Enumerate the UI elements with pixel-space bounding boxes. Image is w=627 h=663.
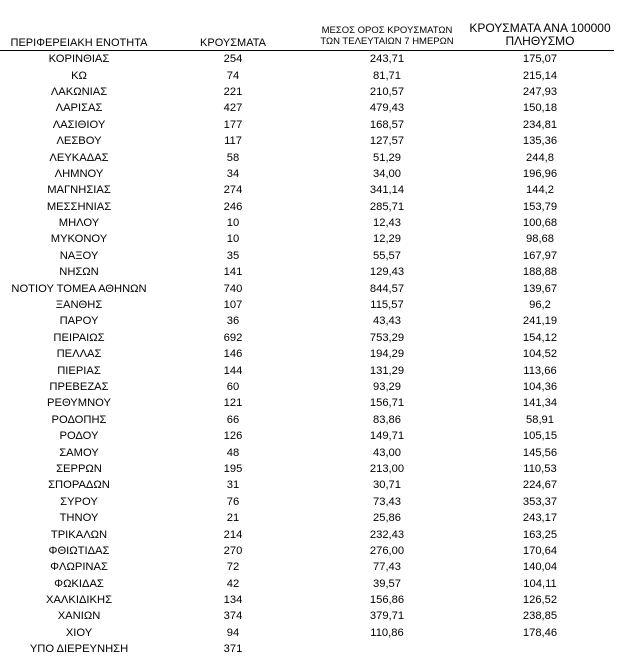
cell-region: ΡΟΔΟΥ	[59, 430, 99, 443]
cell-cases: 76	[226, 495, 240, 508]
cell-region: ΜΕΣΣΗΝΙΑΣ	[46, 200, 112, 213]
cell-cases: 58	[226, 151, 240, 164]
table-row	[0, 330, 614, 346]
cell-region: ΠΕΛΛΑΣ	[56, 348, 102, 361]
table-row	[0, 362, 614, 378]
cell-cases: 177	[223, 118, 243, 131]
cell-per100k: 100,68	[522, 217, 558, 230]
cell-avg7: 285,71	[369, 200, 405, 213]
cell-region: ΣΥΡΟΥ	[60, 495, 98, 508]
cell-avg7: 115,57	[370, 299, 404, 312]
cell-cases: 141	[223, 266, 243, 279]
cell-per100k: 170,64	[522, 544, 558, 557]
cell-per100k: 188,88	[522, 266, 558, 279]
cell-cases: 35	[226, 249, 240, 262]
cell-avg7: 844,57	[369, 282, 405, 295]
cell-region: ΦΘΙΩΤΙΔΑΣ	[48, 544, 110, 557]
table-row	[0, 526, 614, 542]
table-row	[0, 182, 614, 198]
cell-avg7: 341,14	[369, 184, 405, 197]
cell-per100k: 234,81	[522, 118, 558, 131]
cell-cases: 74	[226, 69, 240, 82]
cell-avg7: 43,43	[373, 315, 401, 328]
cell-cases: 66	[226, 413, 240, 426]
header-cases: ΚΡΟΥΣΜΑΤΑ	[200, 37, 266, 49]
cell-avg7: 30,71	[373, 479, 401, 492]
table-row	[0, 494, 614, 510]
table-row	[0, 641, 614, 657]
cell-avg7: 110,86	[370, 626, 404, 639]
cell-per100k	[466, 641, 614, 657]
cell-region: ΧΑΝΙΩΝ	[57, 610, 101, 623]
cell-avg7: 276,00	[369, 544, 405, 557]
table-row	[0, 231, 614, 247]
cell-per100k: 104,52	[522, 348, 558, 361]
cell-per100k: 135,36	[522, 135, 558, 148]
cell-region: ΛΑΣΙΘΙΟΥ	[52, 118, 106, 131]
cell-avg7: 39,57	[373, 577, 401, 590]
cell-region: ΛΑΡΙΣΑΣ	[55, 102, 103, 115]
cell-region: ΠΡΕΒΕΖΑΣ	[49, 381, 109, 393]
cell-region: ΝΗΣΩΝ	[59, 266, 99, 279]
cell-cases: 60	[226, 381, 240, 393]
cell-per100k: 243,17	[522, 512, 558, 525]
header-avg7-line1: ΜΕΣΟΣ ΟΡΟΣ ΚΡΟΥΣΜΑΤΩΝ	[321, 25, 453, 36]
cell-avg7: 51,29	[373, 151, 401, 164]
cell-avg7: 127,57	[369, 135, 405, 148]
cell-per100k: 140,04	[522, 561, 558, 574]
table-row	[0, 510, 614, 526]
cell-per100k: 238,85	[522, 610, 558, 623]
cell-cases: 121	[223, 397, 243, 410]
cell-per100k: 144,2	[526, 184, 554, 197]
cell-avg7: 83,86	[373, 413, 401, 426]
cell-cases: 254	[158, 51, 308, 68]
cell-cases: 195	[223, 462, 243, 475]
cell-cases: 246	[223, 200, 243, 213]
cell-cases: 126	[223, 430, 243, 443]
cell-per100k: 154,12	[522, 331, 558, 344]
table-row	[0, 444, 614, 460]
cell-avg7: 243,71	[308, 51, 466, 68]
cell-region: ΠΕΙΡΑΙΩΣ	[53, 331, 105, 344]
cell-cases: 10	[226, 233, 240, 246]
cell-cases: 72	[226, 561, 240, 574]
cell-cases: 94	[226, 626, 240, 639]
cell-avg7: 131,29	[369, 364, 405, 377]
cell-per100k: 163,25	[522, 528, 558, 541]
table-row	[0, 477, 614, 493]
cell-region: ΛΗΜΝΟΥ	[54, 167, 104, 180]
cell-cases: 740	[223, 282, 243, 295]
cell-avg7: 213,00	[369, 462, 405, 475]
cell-avg7: 12,43	[373, 217, 401, 230]
cell-cases: 31	[226, 479, 240, 492]
header-avg7	[308, 25, 466, 47]
cell-avg7: 34,00	[373, 167, 401, 180]
table-row	[0, 559, 614, 575]
cell-region: ΦΩΚΙΔΑΣ	[54, 577, 104, 590]
header-per100k-line1: ΚΡΟΥΣΜΑΤΑ ΑΝΑ 100000	[469, 21, 611, 35]
cell-avg7: 156,71	[369, 397, 405, 410]
header-region: ΠΕΡΙΦΕΡΕΙΑΚΗ ΕΝΟΤΗΤΑ	[10, 37, 148, 49]
cell-region: ΛΕΣΒΟΥ	[56, 135, 102, 148]
cell-region: ΜΥΚΟΝΟΥ	[50, 233, 108, 246]
cell-per100k: 96,2	[529, 299, 551, 312]
table-row	[0, 117, 614, 133]
cell-avg7: 753,29	[369, 331, 405, 344]
cell-cases: 374	[223, 610, 243, 623]
table-row	[0, 625, 614, 641]
cell-region: ΣΕΡΡΩΝ	[56, 462, 102, 475]
cell-per100k: 110,53	[523, 462, 557, 475]
cell-per100k: 139,67	[522, 282, 558, 295]
cell-per100k: 175,07	[466, 51, 614, 68]
cell-region: ΝΟΤΙΟΥ ΤΟΜΕΑ ΑΘΗΝΩΝ	[11, 282, 147, 295]
table-row	[0, 100, 614, 116]
table-row	[0, 199, 614, 215]
cell-region: ΝΑΞΟΥ	[59, 249, 99, 262]
table-row	[0, 51, 614, 68]
table-row	[0, 395, 614, 411]
cell-region: ΦΛΩΡΙΝΑΣ	[50, 561, 108, 574]
cell-region: ΜΑΓΝΗΣΙΑΣ	[47, 184, 111, 197]
cell-region: ΞΑΝΘΗΣ	[55, 299, 103, 312]
cell-cases: 214	[223, 528, 243, 541]
cell-region: ΚΩ	[71, 69, 87, 82]
table-row	[0, 428, 614, 444]
cell-region: ΚΟΡΙΝΘΙΑΣ	[0, 51, 158, 68]
table-row	[0, 608, 614, 624]
cell-cases: 427	[223, 102, 243, 115]
table-row	[0, 133, 614, 149]
cell-per100k: 104,36	[522, 381, 558, 393]
cell-cases: 107	[223, 299, 243, 312]
cell-avg7: 379,71	[369, 610, 405, 623]
table-row	[0, 412, 614, 428]
cell-region: ΧΙΟΥ	[65, 626, 93, 639]
cell-per100k: 150,18	[522, 102, 558, 115]
cell-cases: 36	[226, 315, 240, 328]
cell-avg7	[308, 641, 466, 657]
cell-per100k: 167,97	[522, 249, 558, 262]
cell-region: ΣΑΜΟΥ	[59, 446, 99, 459]
cell-avg7: 77,43	[373, 561, 401, 574]
table-row	[0, 379, 614, 395]
cell-region: ΛΑΚΩΝΙΑΣ	[50, 85, 108, 98]
cell-cases: 221	[223, 85, 243, 98]
cell-per100k: 196,96	[522, 167, 558, 180]
cell-region: ΣΠΟΡΑΔΩΝ	[48, 479, 110, 492]
cell-avg7: 210,57	[369, 85, 405, 98]
table-row	[0, 248, 614, 264]
cell-region: ΧΑΛΚΙΔΙΚΗΣ	[45, 594, 112, 607]
cell-cases: 134	[223, 594, 243, 607]
cell-avg7: 12,29	[373, 233, 401, 246]
cell-avg7: 149,71	[369, 430, 405, 443]
header-per100k	[466, 22, 614, 48]
cell-cases: 270	[223, 544, 243, 557]
table-row	[0, 461, 614, 477]
cell-region: ΤΡΙΚΑΛΩΝ	[50, 528, 108, 541]
cell-cases: 48	[226, 446, 240, 459]
cell-per100k: 98,68	[526, 233, 554, 246]
cell-per100k: 104,11	[523, 577, 557, 590]
cell-per100k: 241,19	[522, 315, 558, 328]
cell-cases: 34	[226, 167, 240, 180]
cell-per100k: 145,56	[522, 446, 558, 459]
cell-avg7: 25,86	[373, 512, 401, 525]
cell-region: ΡΟΔΟΠΗΣ	[51, 413, 107, 426]
header-per100k-line2: ΠΛΗΘΥΣΜΟ	[505, 34, 575, 48]
cell-region: ΠΙΕΡΙΑΣ	[57, 364, 101, 377]
cell-avg7: 43,00	[373, 446, 401, 459]
cell-cases: 692	[223, 331, 243, 344]
header-avg7-line2: ΤΩΝ ΤΕΛΕΥΤΑΙΩΝ 7 ΗΜΕΡΩΝ	[320, 36, 454, 47]
table-row	[0, 67, 614, 83]
cell-per100k: 153,79	[522, 200, 558, 213]
cell-per100k: 141,34	[522, 397, 558, 410]
cell-per100k: 113,66	[523, 364, 557, 377]
cases-table-body	[0, 51, 614, 658]
cell-cases: 144	[223, 364, 243, 377]
cell-avg7: 232,43	[369, 528, 405, 541]
cell-cases: 10	[226, 217, 240, 230]
cell-per100k: 58,91	[526, 413, 554, 426]
cell-avg7: 93,29	[373, 381, 401, 393]
table-row	[0, 149, 614, 165]
cell-cases: 21	[226, 512, 240, 525]
cell-per100k: 105,15	[522, 430, 558, 443]
table-row	[0, 264, 614, 280]
table-row	[0, 280, 614, 296]
table-row	[0, 166, 614, 182]
cell-region: ΡΕΘΥΜΝΟΥ	[47, 397, 111, 410]
cell-region: ΛΕΥΚΑΔΑΣ	[49, 151, 109, 164]
cell-cases: 274	[223, 184, 243, 197]
cell-region: ΜΗΛΟΥ	[58, 217, 100, 230]
cell-per100k: 178,46	[522, 626, 558, 639]
cell-region: ΤΗΝΟΥ	[59, 512, 99, 525]
cell-avg7: 479,43	[369, 102, 405, 115]
cases-table	[0, 50, 614, 657]
cell-avg7: 55,57	[373, 249, 401, 262]
cell-avg7: 81,71	[373, 69, 401, 82]
cell-cases: 42	[226, 577, 240, 590]
cell-avg7: 156,86	[369, 594, 405, 607]
cell-per100k: 224,67	[522, 479, 558, 492]
table-row	[0, 346, 614, 362]
cell-per100k: 353,37	[522, 495, 558, 508]
cell-per100k: 247,93	[522, 85, 558, 98]
cell-avg7: 129,43	[369, 266, 405, 279]
cell-avg7: 194,29	[369, 348, 405, 361]
table-row	[0, 313, 614, 329]
table-row	[0, 543, 614, 559]
table-row	[0, 84, 614, 100]
cell-avg7: 168,57	[369, 118, 405, 131]
table-row	[0, 576, 614, 592]
cell-cases: 117	[224, 135, 242, 148]
cell-per100k: 126,52	[522, 594, 558, 607]
cell-avg7: 73,43	[373, 495, 401, 508]
cell-per100k: 215,14	[522, 69, 558, 82]
cell-cases: 146	[223, 348, 243, 361]
cell-per100k: 244,8	[526, 151, 554, 164]
table-row	[0, 215, 614, 231]
table-row	[0, 592, 614, 608]
cell-region: ΥΠΟ ΔΙΕΡΕΥΝΗΣΗ	[29, 643, 129, 656]
cell-region: ΠΑΡΟΥ	[59, 315, 99, 328]
table-row	[0, 297, 614, 313]
cell-cases: 371	[223, 643, 243, 656]
